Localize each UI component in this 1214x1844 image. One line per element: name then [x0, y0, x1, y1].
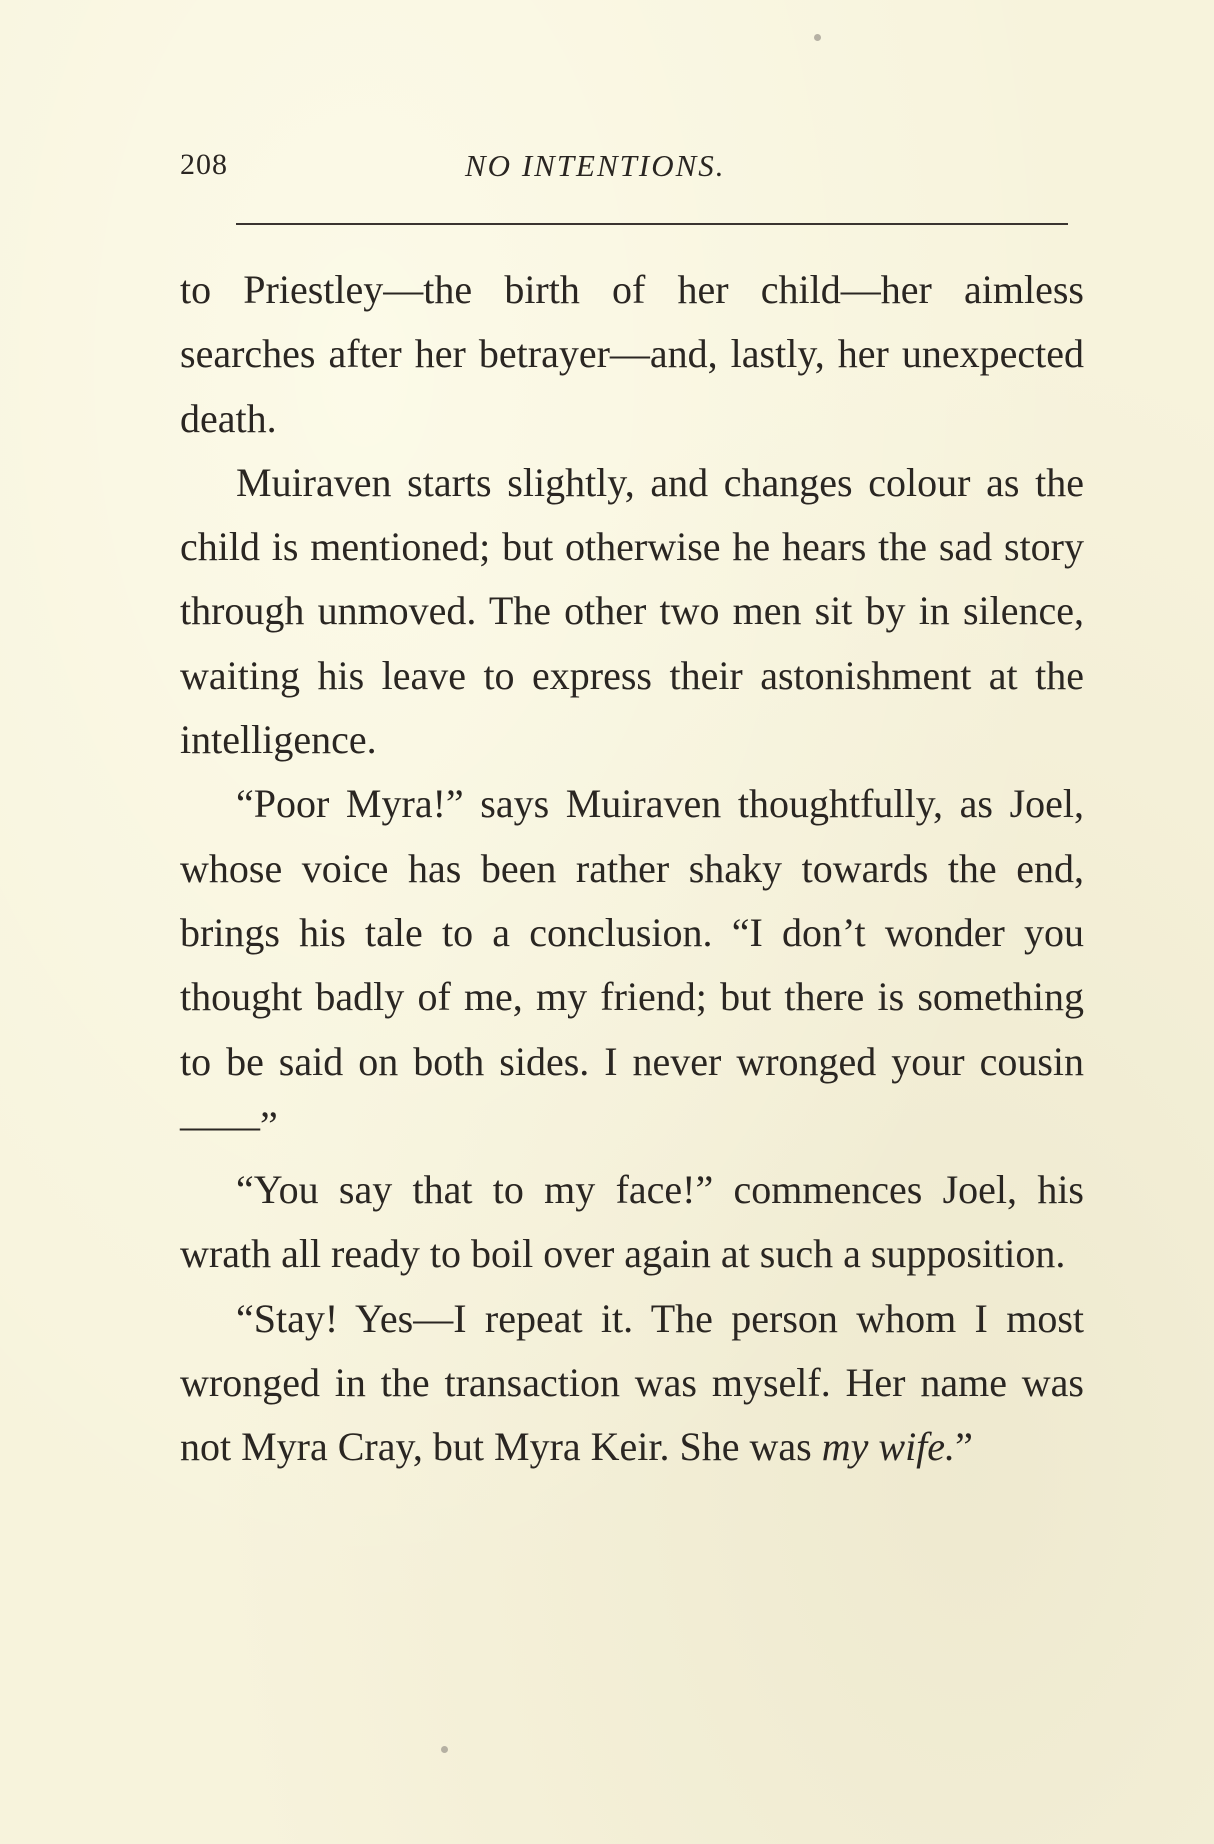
header-rule — [236, 223, 1068, 225]
running-head: NO INTENTIONS. — [465, 148, 726, 183]
paragraph-text: “Stay! Yes—I repeat it. The person whom I most wronged in the transaction was myself. Her name was not Myra Cray, but Myra Keir. She was — [180, 1295, 1084, 1470]
page-number: 208 — [180, 148, 228, 181]
page-header — [180, 148, 1068, 192]
paragraph: “Poor Myra!” says Muiraven thoughtfully, as Joel, whose voice has been rather shaky towards the end, brings his tale to a conclusion. “I don’t wonder you thought badly of me, my friend; but there is something to be said on both sides. I never wronged your cousin——” — [180, 781, 1084, 1148]
body-text — [180, 258, 1084, 1480]
closing-quote: ” — [955, 1424, 973, 1470]
paragraph: “You say that to my face!” commences Joel, his wrath all ready to boil over again at such a supposition. — [180, 1167, 1084, 1277]
italic-emphasis: my wife. — [821, 1424, 956, 1470]
paper-speck — [441, 1746, 448, 1753]
paper-speck — [814, 34, 821, 41]
paragraph: to Priestley—the birth of her child—her aimless searches after her betrayer—and, lastly, her unexpected death. — [180, 267, 1084, 441]
paragraph: Muiraven starts slightly, and changes colour as the child is mentioned; but otherwise he hears the sad story through unmoved. The other two men sit by in silence, waiting his leave to express their astonishment at the intelligence. — [180, 459, 1084, 763]
paragraph — [180, 1287, 1084, 1480]
